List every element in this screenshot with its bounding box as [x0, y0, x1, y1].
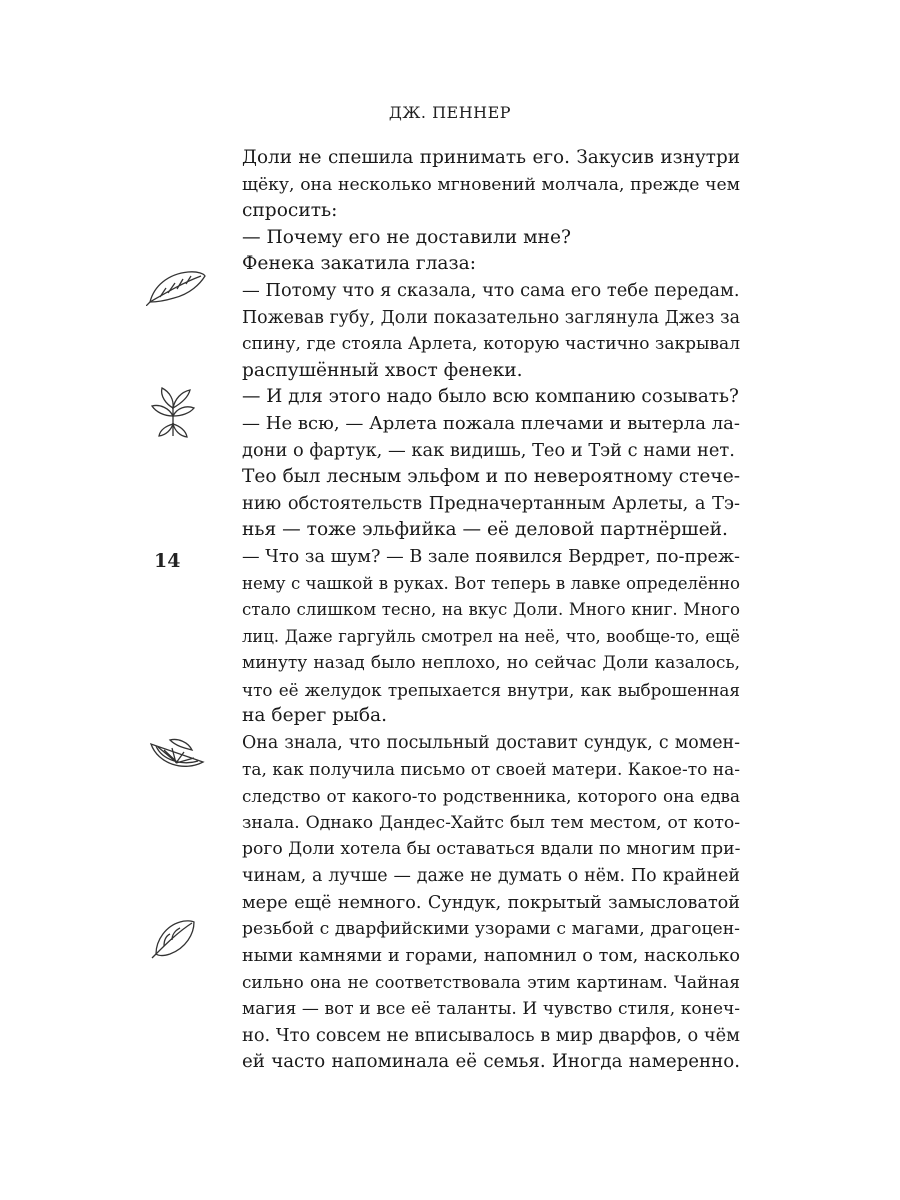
text-line: резьбой с дварфийскими узорами с магами, драгоцен-: [242, 919, 740, 940]
text-line: рого Доли хотела бы оставаться вдали по многим при-: [242, 839, 741, 860]
paragraph: [242, 305, 740, 385]
text-line: Тео был лесным эльфом и по невероятному стече-: [242, 466, 740, 488]
text-line: на берег рыба.: [242, 705, 388, 727]
text-line: ей часто напоминала её семья. Иногда намеренно.: [242, 1051, 740, 1073]
text-line: щёку, она несколько мгновений молчала, прежде чем: [242, 174, 740, 195]
text-line: минуту назад было неплохо, но сейчас Доли казалось,: [242, 653, 740, 674]
paragraph: [242, 145, 740, 225]
text-line: нию обстоятельств Предначертанным Арлеты, а Тэ-: [242, 492, 740, 514]
text-line: знала. Однако Дандес-Хайтс был тем местом, от кото-: [242, 812, 740, 833]
text-line: мере ещё немного. Сундук, покрытый замысловатой: [242, 892, 740, 913]
text-line: дони о фартук, — как видишь, Тео и Тэй с нами нет.: [242, 439, 735, 461]
text-line: чинам, а лучше — даже не думать о нём. По крайней: [242, 866, 740, 887]
text-line: стало слишком тесно, на вкус Доли. Много книг. Много: [242, 600, 740, 620]
paragraph: [242, 464, 740, 544]
text-line: Пожевав губу, Доли показательно заглянула Джез за: [242, 307, 740, 328]
paragraph: [242, 278, 740, 305]
text-line: сильно она не соответствовала этим картинам. Чайная: [242, 972, 740, 993]
text-line: спросить:: [242, 200, 338, 222]
text-line: — Не всю, — Арлета пожала плечами и вытерла ла-: [242, 412, 740, 434]
text-line: лиц. Даже гаргуйль смотрел на неё, что, вообще-то, ещё: [242, 626, 740, 646]
text-line: — Что за шум? — В зале появился Вердрет, по-преж-: [242, 546, 740, 567]
paragraph: [242, 251, 740, 278]
paragraph: [242, 411, 740, 464]
basil-sprig-icon: [150, 386, 196, 438]
paragraph: [242, 730, 740, 1076]
leaf-icon: [146, 264, 208, 306]
running-head: ДЖ. ПЕННЕР: [388, 103, 512, 122]
text-line: — Почему его не доставили мне?: [242, 226, 571, 248]
text-line: нья — тоже эльфийка — её деловой партнёршей.: [242, 519, 728, 541]
text-line: — Потому что я сказала, что сама его тебе передам.: [242, 279, 740, 301]
text-line: — И для этого надо было всю компанию созывать?: [242, 386, 739, 408]
text-line: та, как получила письмо от своей матери. Какое-то на-: [242, 759, 740, 780]
body-text: [242, 145, 740, 1076]
text-line: спину, где стояла Арлета, которую частично закрывал: [242, 334, 740, 355]
text-line: магия — вот и все её таланты. И чувство стиля, конеч-: [242, 999, 740, 1019]
text-line: Она знала, что посыльный доставит сундук, с момен-: [242, 733, 740, 754]
text-line: Фенека закатила глаза:: [242, 253, 477, 275]
paragraph: [242, 225, 740, 252]
text-line: что её желудок трепыхается внутри, как выброшенная: [242, 679, 740, 700]
leaf-outline-icon: [150, 916, 198, 960]
paragraph: [242, 384, 740, 411]
text-line: ными камнями и горами, напомнил о том, насколько: [242, 945, 740, 966]
text-line: но. Что совсем не вписывалось в мир дварфов, о чём: [242, 1024, 740, 1046]
text-line: нему с чашкой в руках. Вот теперь в лавке определённо: [242, 573, 740, 593]
page-number: 14: [154, 550, 181, 572]
text-line: Доли не спешила принимать его. Закусив изнутри: [242, 147, 740, 168]
text-line: распушённый хвост фенеки.: [242, 359, 523, 381]
text-line: следство от какого-то родственника, которого она едва: [242, 786, 740, 807]
paragraph: [242, 544, 740, 730]
citrus-slice-icon: [148, 736, 206, 772]
